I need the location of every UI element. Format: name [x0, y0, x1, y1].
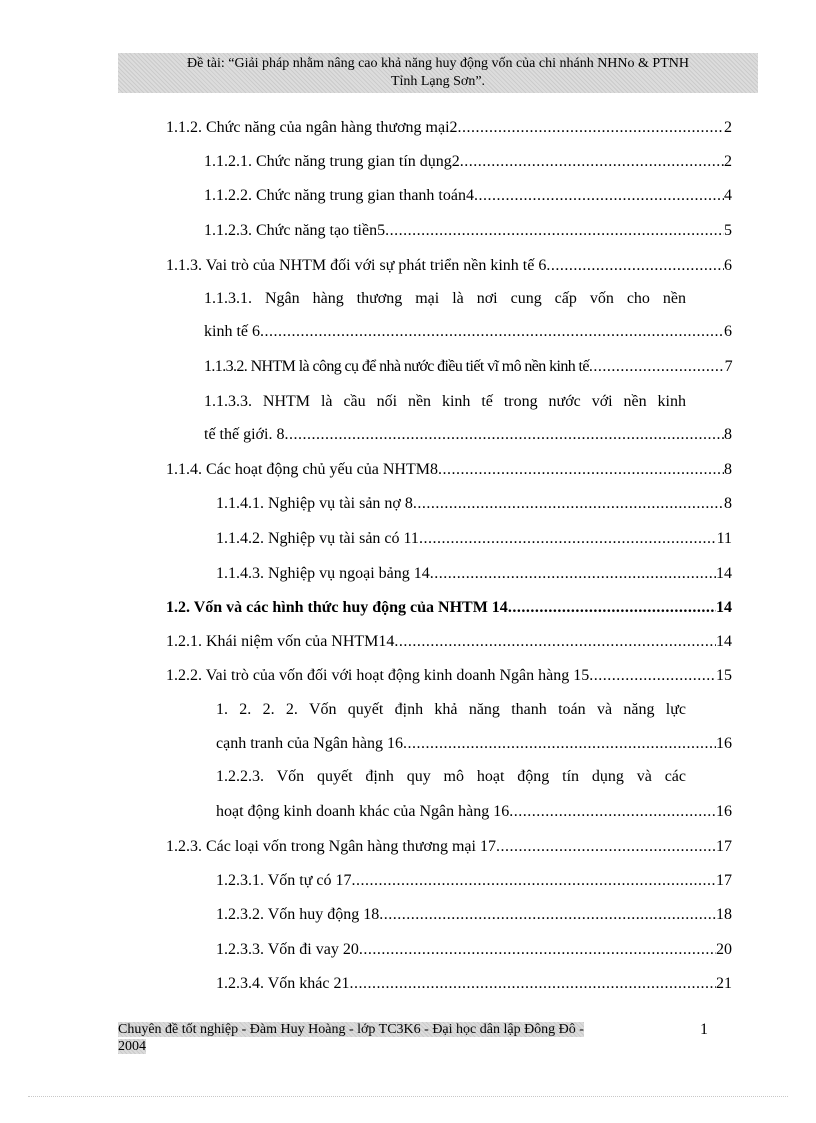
toc-entry	[216, 940, 732, 960]
toc-entry	[216, 974, 732, 994]
toc-leader	[394, 632, 716, 652]
toc-entry-title: 1.2. Vốn và các hình thức huy động của NHTM 14	[166, 599, 508, 616]
toc-entry-title: tế thế giới. 8	[204, 426, 285, 443]
toc-entry-page: 18	[716, 906, 732, 923]
toc-entry-title: 1.2.3.3. Vốn đi vay 20	[216, 941, 359, 958]
toc-leader	[474, 186, 724, 206]
toc-entry-title: hoạt động kinh doanh khác của Ngân hàng 16	[216, 803, 510, 820]
toc-leader	[349, 974, 716, 994]
toc-entry-page: 14	[716, 633, 732, 650]
toc-entry	[166, 256, 732, 276]
toc-entry	[216, 564, 732, 584]
toc-entry-title: 1.1.3. Vai trò của NHTM đối với sự phát triển nền kinh tế 6	[166, 257, 547, 274]
toc-entry-title: 1.1.4. Các hoạt động chủ yếu của NHTM8	[166, 461, 438, 478]
toc-entry-page: 8	[724, 461, 732, 478]
toc-entry-title: 1.2.3.1. Vốn tự có 17	[216, 872, 352, 889]
toc-entry-page: 2	[724, 153, 732, 170]
toc-entry-title: 1.2.3.4. Vốn khác 21	[216, 975, 350, 992]
toc-entry	[216, 529, 732, 549]
toc-entry-title: 1.1.4.3. Nghiệp vụ ngoại bảng 14	[216, 565, 430, 582]
page-bottom-divider	[28, 1096, 788, 1097]
toc-entry-page: 16	[716, 735, 732, 752]
toc-leader	[379, 905, 716, 925]
toc-entry	[204, 357, 732, 377]
toc-leader	[419, 529, 717, 549]
toc-entry	[216, 871, 732, 891]
toc-entry-title: 1.2.2. Vai trò của vốn đối với hoạt động kinh doanh Ngân hàng 15	[166, 667, 590, 684]
toc-entry-first-line: 1.2.2.3. Vốn quyết định quy mô hoạt động tín dụng và các	[216, 768, 686, 785]
toc-section-heading	[166, 598, 732, 618]
toc-entry-first-line: 1. 2. 2. 2. Vốn quyết định khả năng thanh toán và năng lực	[216, 701, 686, 718]
toc-leader	[508, 598, 716, 618]
toc-entry-page: 21	[716, 975, 732, 992]
toc-entry	[204, 322, 732, 342]
toc-entry-page: 8	[724, 495, 732, 512]
running-header	[118, 53, 758, 93]
toc-entry	[166, 118, 732, 138]
toc-leader	[509, 802, 716, 822]
toc-entry-page: 7	[724, 358, 732, 375]
toc-entry	[216, 734, 732, 754]
toc-entry-title: 1.2.3. Các loại vốn trong Ngân hàng thương mại 17	[166, 838, 496, 855]
toc-leader	[403, 734, 716, 754]
toc-entry	[204, 186, 732, 206]
toc-entry	[166, 666, 732, 686]
toc-entry	[166, 460, 732, 480]
running-footer	[118, 1021, 658, 1055]
toc-leader	[260, 322, 724, 342]
toc-entry-first-line: 1.1.3.3. NHTM là cầu nối nền kinh tế trong nước với nền kinh	[204, 393, 686, 410]
toc-entry	[216, 802, 732, 822]
toc-entry	[216, 905, 732, 925]
toc-entry-page: 14	[716, 565, 732, 582]
toc-entry-page: 8	[724, 426, 732, 443]
toc-entry-page: 20	[716, 941, 732, 958]
toc-entry-title: 1.2.1. Khái niệm vốn của NHTM14	[166, 633, 395, 650]
toc-entry-title: 1.1.4.2. Nghiệp vụ tài sản có 11	[216, 530, 419, 547]
toc-entry-title: 1.1.2.1. Chức năng trung gian tín dụng2	[204, 153, 460, 170]
toc-entry-page: 5	[724, 222, 732, 239]
toc-entry-page: 17	[716, 872, 732, 889]
toc-entry-first-line: 1.1.3.1. Ngân hàng thương mại là nơi cung cấp vốn cho nền	[204, 290, 686, 307]
toc-leader	[589, 666, 716, 686]
toc-entry	[166, 632, 732, 652]
page-number: 1	[700, 1021, 708, 1038]
toc-entry-title: 1.1.2.3. Chức năng tạo tiền5	[204, 222, 386, 239]
toc-leader	[413, 494, 724, 514]
toc-leader	[385, 221, 724, 241]
toc-leader	[589, 357, 725, 377]
toc-entry-title: 1.1.2.2. Chức năng trung gian thanh toán4	[204, 187, 474, 204]
toc-entry-page: 6	[724, 323, 732, 340]
toc-leader	[460, 152, 724, 172]
toc-entry-page: 6	[724, 257, 732, 274]
toc-entry-title: kinh tế 6	[204, 323, 260, 340]
toc-entry	[204, 152, 732, 172]
toc-entry	[204, 425, 732, 445]
toc-entry-title: 1.1.3.2. NHTM là công cụ để nhà nước điều tiết vĩ mô nền kinh tế	[204, 358, 589, 375]
toc-leader	[546, 256, 724, 276]
toc-entry-page: 2	[724, 119, 732, 136]
toc-leader	[438, 460, 724, 480]
header-title-line2: Tỉnh Lạng Sơn”.	[390, 74, 486, 89]
toc-entry	[216, 494, 732, 514]
toc-leader	[496, 837, 716, 857]
toc-leader	[458, 118, 724, 138]
toc-entry-page: 14	[716, 599, 732, 616]
toc-entry-page: 16	[716, 803, 732, 820]
toc-leader	[284, 425, 724, 445]
toc-entry-page: 11	[716, 530, 732, 547]
toc-entry	[204, 221, 732, 241]
toc-entry-title: 1.2.3.2. Vốn huy động 18	[216, 906, 380, 923]
toc-entry-page: 4	[724, 187, 732, 204]
toc-entry-title: cạnh tranh của Ngân hàng 16	[216, 735, 404, 752]
toc-entry	[166, 837, 732, 857]
toc-entry-page: 15	[716, 667, 732, 684]
toc-leader	[351, 871, 716, 891]
toc-entry-page: 17	[716, 838, 732, 855]
toc-entry-title: 1.1.4.1. Nghiệp vụ tài sản nợ 8	[216, 495, 413, 512]
footer-text-line2: 2004	[118, 1039, 146, 1054]
header-title-line1: Đề tài: “Giải pháp nhằm nâng cao khả năng huy động vốn của chi nhánh NHNo & PTNH	[187, 56, 689, 71]
toc-entry-title: 1.1.2. Chức năng của ngân hàng thương mại2	[166, 119, 458, 136]
footer-text-line1: Chuyên đề tốt nghiệp - Đàm Huy Hoàng - lớp TC3K6 - Đại học dân lập Đông Đô -	[118, 1022, 584, 1037]
toc-leader	[359, 940, 716, 960]
toc-leader	[430, 564, 716, 584]
